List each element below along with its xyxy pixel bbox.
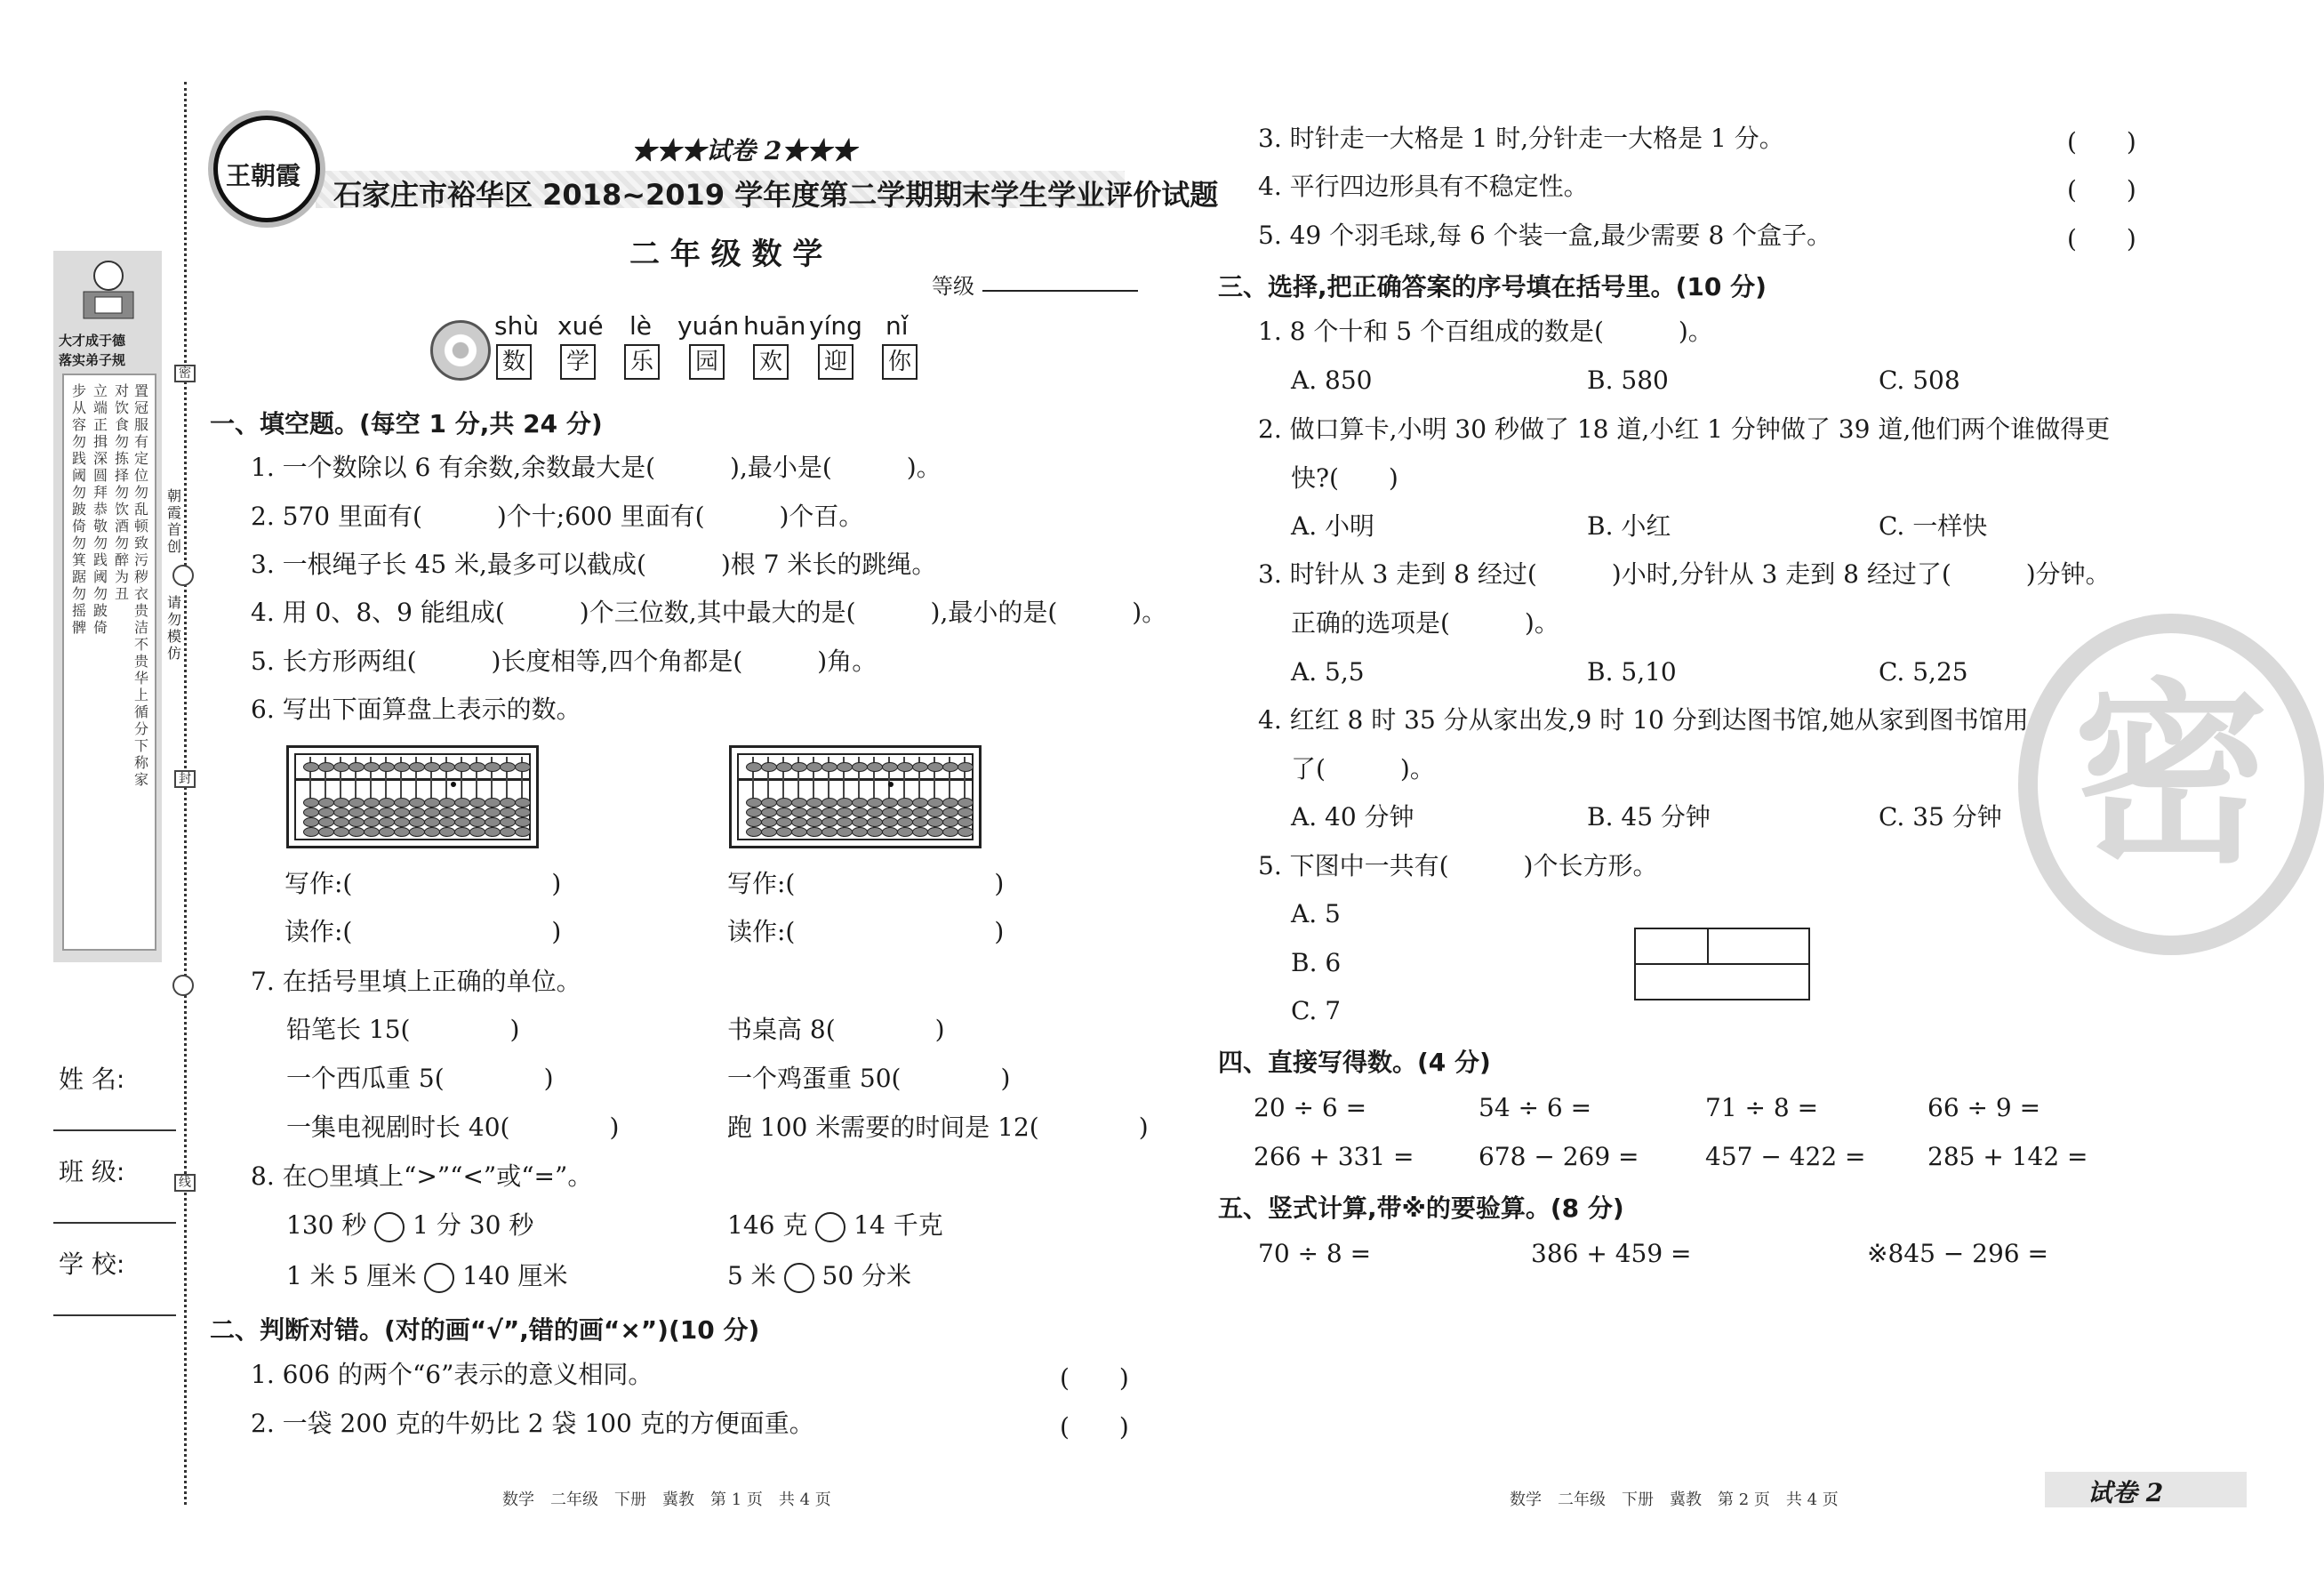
judge-2: 2. 一袋 200 克的牛奶比 2 袋 100 克的方便面重。 bbox=[251, 1409, 814, 1438]
choice-2-a[interactable]: A. 小明 bbox=[1291, 511, 1375, 541]
question-1-3: 3. 一根绳子长 45 米,最多可以截成( )根 7 米长的跳绳。 bbox=[251, 550, 937, 579]
abacus-bead bbox=[303, 817, 319, 827]
abacus-bead bbox=[791, 798, 807, 808]
abacus-bead bbox=[761, 762, 777, 772]
abacus-bead bbox=[837, 817, 853, 827]
abacus-bead bbox=[746, 808, 762, 817]
abacus-bead bbox=[409, 808, 425, 817]
abacus-bead bbox=[485, 827, 501, 837]
unit-item-6: 跑 100 米需要的时间是 12( ) bbox=[727, 1113, 1149, 1142]
abacus-bead bbox=[942, 827, 958, 837]
compare-4 bbox=[727, 1260, 911, 1293]
motto-title-2: 落实弟子规 bbox=[59, 352, 126, 368]
hanzi-5: 欢 bbox=[753, 344, 789, 380]
name-label: 姓 名: bbox=[59, 1065, 125, 1094]
pinyin-6: yíng bbox=[809, 311, 862, 341]
abacus-bead bbox=[927, 808, 943, 817]
abacus-bead bbox=[927, 798, 943, 808]
abacus-bead bbox=[942, 798, 958, 808]
choice-3: 3. 时针从 3 走到 8 经过( )小时,分针从 3 走到 8 经过了( )分钟。 bbox=[1258, 559, 2111, 589]
abacus-bead bbox=[515, 798, 531, 808]
hanzi-2: 学 bbox=[560, 344, 596, 380]
abacus-bead bbox=[364, 798, 380, 808]
abacus-bead bbox=[958, 817, 974, 827]
abacus-bead bbox=[867, 808, 883, 817]
abacus-bead bbox=[852, 808, 868, 817]
abacus-bead bbox=[821, 817, 837, 827]
abacus-bead bbox=[485, 762, 501, 772]
abacus-bead bbox=[942, 762, 958, 772]
abacus-bead bbox=[394, 762, 410, 772]
choice-3-a[interactable]: A. 5,5 bbox=[1291, 657, 1365, 687]
vertical-calc-2: 386 + 459 = bbox=[1531, 1239, 1692, 1268]
abacus-bead bbox=[500, 762, 516, 772]
judge-4: 4. 平行四边形具有不稳定性。 bbox=[1258, 172, 1589, 201]
section-5-title: 五、竖式计算,带※的要验算。(8 分) bbox=[1218, 1193, 1624, 1223]
paper-number: ★★★试卷 2★★★ bbox=[631, 136, 857, 165]
abacus-bead bbox=[746, 762, 762, 772]
calc-3: 71 ÷ 8 = bbox=[1705, 1093, 1819, 1122]
choice-4-line2: 了( )。 bbox=[1291, 754, 1435, 783]
calc-1: 20 ÷ 6 = bbox=[1254, 1093, 1367, 1122]
abacus-bead bbox=[806, 798, 822, 808]
hanzi-4: 园 bbox=[689, 344, 725, 380]
abacus-bead bbox=[912, 762, 928, 772]
abacus-bead bbox=[837, 798, 853, 808]
choice-5: 5. 下图中一共有( )个长方形。 bbox=[1258, 851, 1658, 880]
abacus-bead bbox=[776, 808, 792, 817]
abacus-bead bbox=[806, 808, 822, 817]
abacus-bead bbox=[469, 808, 485, 817]
abacus-bead bbox=[424, 798, 440, 808]
abacus-bead bbox=[379, 808, 395, 817]
abacus-bead bbox=[394, 817, 410, 827]
abacus-bead bbox=[349, 817, 365, 827]
abacus-bead bbox=[303, 808, 319, 817]
compare-2 bbox=[727, 1209, 943, 1242]
abacus-bead bbox=[746, 827, 762, 837]
footer-left: 数学 二年级 下册 冀教 第 1 页 共 4 页 bbox=[502, 1491, 831, 1509]
choice-3-b[interactable]: B. 5,10 bbox=[1587, 657, 1677, 687]
class-field[interactable] bbox=[53, 1222, 176, 1224]
abacus-bead bbox=[958, 827, 974, 837]
question-1-5: 5. 长方形两组( )长度相等,四个角都是( )角。 bbox=[251, 647, 878, 676]
abacus-bead bbox=[897, 798, 913, 808]
choice-2-b[interactable]: B. 小红 bbox=[1587, 511, 1671, 541]
abacus-bead bbox=[515, 827, 531, 837]
abacus-bead bbox=[867, 762, 883, 772]
copyright-note-2: 请勿模仿 bbox=[167, 594, 182, 662]
pinyin-2: xué bbox=[557, 311, 604, 341]
abacus-bead bbox=[852, 798, 868, 808]
abacus-bead bbox=[821, 827, 837, 837]
choice-5-a[interactable]: A. 5 bbox=[1291, 899, 1341, 928]
question-1-2: 2. 570 里面有( )个十;600 里面有( )个百。 bbox=[251, 502, 864, 531]
abacus-bead bbox=[776, 817, 792, 827]
abacus-bead bbox=[912, 808, 928, 817]
abacus-bead bbox=[379, 798, 395, 808]
abacus-unit-dot bbox=[888, 782, 894, 787]
compare-circle[interactable] bbox=[815, 1212, 845, 1242]
abacus-bead bbox=[806, 817, 822, 827]
logo-text: 王朝霞 bbox=[225, 161, 301, 190]
judge-3-answer[interactable]: ( ) bbox=[2067, 127, 2136, 157]
abacus-bead bbox=[454, 808, 470, 817]
abacus-bead bbox=[791, 762, 807, 772]
abacus-bead bbox=[500, 827, 516, 837]
abacus-bead bbox=[500, 808, 516, 817]
choice-1-c[interactable]: C. 508 bbox=[1879, 366, 1960, 395]
abacus-1-write: 写作:( ) bbox=[284, 869, 562, 898]
choice-1: 1. 8 个十和 5 个百组成的数是( )。 bbox=[1258, 317, 1713, 346]
abacus-bead bbox=[776, 798, 792, 808]
abacus-bead bbox=[394, 827, 410, 837]
abacus-bead bbox=[379, 817, 395, 827]
abacus-bead bbox=[897, 817, 913, 827]
abacus-bead bbox=[409, 817, 425, 827]
abacus-bead bbox=[303, 827, 319, 837]
compare-circle[interactable] bbox=[374, 1212, 405, 1242]
corner-paper-number: 试卷 2 bbox=[2088, 1478, 2164, 1507]
compare-circle[interactable] bbox=[424, 1263, 454, 1293]
calc-6: 678 − 269 = bbox=[1479, 1142, 1639, 1171]
motto-title-1: 大才成于德 bbox=[59, 333, 126, 349]
choice-2-c[interactable]: C. 一样快 bbox=[1879, 511, 1988, 541]
abacus-bead bbox=[349, 762, 365, 772]
question-1-7: 7. 在括号里填上正确的单位。 bbox=[251, 967, 581, 996]
judge-5-answer[interactable]: ( ) bbox=[2067, 224, 2136, 253]
abacus-bead bbox=[821, 798, 837, 808]
abacus-bead bbox=[761, 827, 777, 837]
abacus-2-write: 写作:( ) bbox=[727, 869, 1005, 898]
calc-2: 54 ÷ 6 = bbox=[1479, 1093, 1592, 1122]
rectangle-figure bbox=[1634, 928, 1810, 1000]
abacus-bead bbox=[791, 808, 807, 817]
abacus-bead bbox=[912, 817, 928, 827]
abacus-bead bbox=[927, 817, 943, 827]
unit-item-5: 一集电视剧时长 40( ) bbox=[286, 1113, 620, 1142]
abacus-bead bbox=[485, 817, 501, 827]
abacus-bead bbox=[333, 827, 349, 837]
cut-tag-seal-2: 封 bbox=[174, 770, 196, 788]
compare-3-left: 1 米 5 厘米 bbox=[286, 1261, 417, 1290]
question-1-4: 4. 用 0、8、9 能组成( )个三位数,其中最大的是( ),最小的是( )。 bbox=[251, 598, 1167, 627]
abacus-bead bbox=[318, 827, 334, 837]
abacus-bead bbox=[515, 762, 531, 772]
abacus-bead bbox=[500, 798, 516, 808]
abacus-bead bbox=[852, 827, 868, 837]
abacus-bead bbox=[821, 808, 837, 817]
pinyin-5: huān bbox=[743, 311, 806, 341]
abacus-bead bbox=[912, 798, 928, 808]
abacus-2-read: 读作:( ) bbox=[727, 917, 1005, 946]
motto-col-1: 步从容勿践阈勿跛倚勿箕踞勿摇髀 bbox=[71, 382, 86, 636]
choice-1-b[interactable]: B. 580 bbox=[1587, 366, 1669, 395]
compare-circle[interactable] bbox=[784, 1263, 814, 1293]
abacus-bead bbox=[942, 808, 958, 817]
abacus-bead bbox=[333, 798, 349, 808]
abacus-bead bbox=[349, 798, 365, 808]
abacus-bead bbox=[364, 817, 380, 827]
unit-item-1: 铅笔长 15( ) bbox=[286, 1015, 520, 1044]
pinyin-3: lè bbox=[629, 311, 653, 341]
abacus-bead bbox=[394, 808, 410, 817]
judge-2-answer[interactable]: ( ) bbox=[1060, 1412, 1129, 1442]
abacus-bead bbox=[515, 817, 531, 827]
section-1-title: 一、填空题。(每空 1 分,共 24 分) bbox=[210, 409, 603, 438]
abacus-bead bbox=[837, 762, 853, 772]
abacus-bead bbox=[364, 827, 380, 837]
abacus-bead bbox=[837, 827, 853, 837]
abacus-bead bbox=[349, 808, 365, 817]
abacus-bead bbox=[852, 762, 868, 772]
section-3-title: 三、选择,把正确答案的序号填在括号里。(10 分) bbox=[1218, 272, 1767, 301]
abacus-bead bbox=[439, 808, 455, 817]
abacus-bead bbox=[927, 762, 943, 772]
abacus-bead bbox=[942, 817, 958, 827]
copyright-note-1: 朝霞首创 bbox=[167, 487, 182, 555]
compare-3-right: 140 厘米 bbox=[462, 1261, 568, 1290]
abacus-bead bbox=[791, 827, 807, 837]
subject-title: 二 年 级 数 学 bbox=[629, 237, 823, 272]
abacus-bead bbox=[439, 798, 455, 808]
hanzi-3: 乐 bbox=[624, 344, 660, 380]
choice-1-a[interactable]: A. 850 bbox=[1291, 366, 1373, 395]
cut-circle bbox=[172, 565, 194, 586]
grade-field[interactable] bbox=[982, 290, 1138, 292]
abacus-bead bbox=[333, 762, 349, 772]
school-field[interactable] bbox=[53, 1314, 176, 1316]
abacus-bead bbox=[897, 762, 913, 772]
choice-3-line2: 正确的选项是( )。 bbox=[1291, 608, 1559, 638]
abacus-bead bbox=[746, 817, 762, 827]
abacus-bead bbox=[318, 817, 334, 827]
abacus-bead bbox=[469, 817, 485, 827]
vertical-calc-3: ※845 − 296 = bbox=[1867, 1239, 2048, 1268]
abacus-bead bbox=[439, 827, 455, 837]
compare-4-left: 5 米 bbox=[727, 1261, 776, 1290]
abacus-bead bbox=[394, 798, 410, 808]
abacus-bead bbox=[318, 808, 334, 817]
choice-3-c[interactable]: C. 5,25 bbox=[1879, 657, 1968, 687]
calc-8: 285 + 142 = bbox=[1927, 1142, 2088, 1171]
abacus-bead bbox=[424, 808, 440, 817]
judge-1-answer[interactable]: ( ) bbox=[1060, 1363, 1129, 1393]
abacus-1 bbox=[286, 745, 539, 848]
abacus-bead bbox=[333, 817, 349, 827]
cartoon-image bbox=[64, 256, 153, 327]
school-label: 学 校: bbox=[59, 1249, 125, 1279]
cut-line bbox=[184, 82, 187, 1505]
compare-1-right: 1 分 30 秒 bbox=[413, 1210, 534, 1240]
abacus-bead bbox=[379, 827, 395, 837]
grade-label: 等级 bbox=[932, 274, 974, 299]
abacus-bead bbox=[333, 808, 349, 817]
question-1-1: 1. 一个数除以 6 有余数,余数最大是( ),最小是( )。 bbox=[251, 453, 942, 482]
abacus-bead bbox=[761, 808, 777, 817]
abacus-bead bbox=[318, 798, 334, 808]
section-4-title: 四、直接写得数。(4 分) bbox=[1218, 1048, 1491, 1077]
pinyin-4: yuán bbox=[677, 311, 740, 341]
choice-4-c[interactable]: C. 35 分钟 bbox=[1879, 802, 2002, 832]
abacus-bead bbox=[761, 817, 777, 827]
cut-tag-line: 线 bbox=[174, 1174, 196, 1192]
abacus-bead bbox=[303, 798, 319, 808]
abacus-bead bbox=[912, 827, 928, 837]
abacus-bead bbox=[318, 762, 334, 772]
abacus-bead bbox=[761, 798, 777, 808]
abacus-bead bbox=[837, 808, 853, 817]
abacus-bead bbox=[469, 762, 485, 772]
calc-4: 66 ÷ 9 = bbox=[1927, 1093, 2041, 1122]
name-field[interactable] bbox=[53, 1129, 176, 1131]
vertical-calc-1: 70 ÷ 8 = bbox=[1258, 1239, 1372, 1268]
abacus-bead bbox=[424, 762, 440, 772]
pinyin-1: shù bbox=[494, 311, 540, 341]
abacus-bead bbox=[500, 817, 516, 827]
abacus-bead bbox=[485, 798, 501, 808]
abacus-bead bbox=[454, 817, 470, 827]
motto-box bbox=[62, 374, 156, 951]
calc-7: 457 − 422 = bbox=[1705, 1142, 1866, 1171]
abacus-bead bbox=[958, 808, 974, 817]
abacus-bead bbox=[469, 798, 485, 808]
abacus-bead bbox=[364, 762, 380, 772]
abacus-bead bbox=[746, 798, 762, 808]
judge-3: 3. 时针走一大格是 1 时,分针走一大格是 1 分。 bbox=[1258, 124, 1784, 153]
abacus-bead bbox=[958, 762, 974, 772]
abacus-bead bbox=[821, 762, 837, 772]
abacus-bead bbox=[409, 798, 425, 808]
choice-2: 2. 做口算卡,小明 30 秒做了 18 道,小红 1 分钟做了 39 道,他们两个谁做得更 bbox=[1258, 414, 2111, 444]
exam-title: 石家庄市裕华区 2018~2019 学年度第二学期期末学生学业评价试题 bbox=[333, 178, 1219, 212]
choice-4-b[interactable]: B. 45 分钟 bbox=[1587, 802, 1711, 832]
abacus-bead bbox=[791, 817, 807, 827]
abacus-bead bbox=[364, 808, 380, 817]
motto-col-3: 对饮食勿拣择勿饮酒勿醉为丑 bbox=[114, 382, 129, 602]
section-2-title: 二、判断对错。(对的画“√”,错的画“×”)(10 分) bbox=[210, 1315, 760, 1345]
compare-1 bbox=[286, 1209, 533, 1242]
compare-3 bbox=[286, 1260, 568, 1293]
abacus-bead bbox=[958, 798, 974, 808]
abacus-bead bbox=[806, 827, 822, 837]
class-label: 班 级: bbox=[59, 1157, 125, 1186]
abacus-bead bbox=[776, 827, 792, 837]
abacus-bead bbox=[897, 808, 913, 817]
abacus-bead bbox=[806, 762, 822, 772]
abacus-bead bbox=[439, 817, 455, 827]
abacus-bead bbox=[424, 827, 440, 837]
abacus-bead bbox=[409, 762, 425, 772]
abacus-bead bbox=[379, 762, 395, 772]
judge-1: 1. 606 的两个“6”表示的意义相同。 bbox=[251, 1360, 653, 1389]
unit-item-2: 书桌高 8( ) bbox=[727, 1015, 945, 1044]
calc-5: 266 + 331 = bbox=[1254, 1142, 1414, 1171]
abacus-bead bbox=[303, 762, 319, 772]
abacus-bead bbox=[882, 808, 898, 817]
choice-4: 4. 红红 8 时 35 分从家出发,9 时 10 分到达图书馆,她从家到图书馆用 bbox=[1258, 705, 2029, 735]
unit-item-4: 一个鸡蛋重 50( ) bbox=[727, 1064, 1011, 1093]
hanzi-7: 你 bbox=[882, 344, 918, 380]
choice-2-line2: 快?( ) bbox=[1291, 463, 1398, 493]
abacus-bead bbox=[424, 817, 440, 827]
abacus-bead bbox=[882, 817, 898, 827]
abacus-bead bbox=[776, 762, 792, 772]
abacus-2 bbox=[729, 745, 982, 848]
choice-4-a[interactable]: A. 40 分钟 bbox=[1291, 802, 1414, 832]
question-1-8: 8. 在○里填上“>”“<”或“=”。 bbox=[251, 1161, 593, 1191]
hanzi-6: 迎 bbox=[818, 344, 853, 380]
abacus-bead bbox=[867, 798, 883, 808]
abacus-bead bbox=[897, 827, 913, 837]
abacus-bead bbox=[852, 817, 868, 827]
choice-5-c[interactable]: C. 7 bbox=[1291, 996, 1342, 1025]
abacus-bead bbox=[882, 827, 898, 837]
hanzi-1: 数 bbox=[496, 344, 532, 380]
abacus-bead bbox=[454, 798, 470, 808]
abacus-bead bbox=[515, 808, 531, 817]
abacus-bead bbox=[454, 762, 470, 772]
flower-icon bbox=[430, 320, 491, 381]
compare-4-right: 50 分米 bbox=[821, 1261, 912, 1290]
abacus-bead bbox=[867, 817, 883, 827]
abacus-bead bbox=[439, 762, 455, 772]
footer-right: 数学 二年级 下册 冀教 第 2 页 共 4 页 bbox=[1510, 1491, 1839, 1509]
compare-1-left: 130 秒 bbox=[286, 1210, 367, 1240]
abacus-bead bbox=[485, 808, 501, 817]
motto-col-2: 立端正揖深圆拜恭敬勿践阈勿跛倚 bbox=[92, 382, 108, 636]
abacus-bead bbox=[469, 827, 485, 837]
abacus-1-read: 读作:( ) bbox=[284, 917, 562, 946]
abacus-bead bbox=[882, 762, 898, 772]
cut-circle bbox=[172, 975, 194, 996]
judge-5: 5. 49 个羽毛球,每 6 个装一盒,最少需要 8 个盒子。 bbox=[1258, 221, 1832, 250]
abacus-unit-dot bbox=[451, 782, 456, 787]
motto-col-4: 置冠服有定位勿乱顿致污秽衣贵洁不贵华上循分下称家 bbox=[133, 382, 148, 788]
abacus-bead bbox=[409, 827, 425, 837]
unit-item-3: 一个西瓜重 5( ) bbox=[286, 1064, 554, 1093]
cut-tag-seal: 密 bbox=[174, 365, 196, 382]
pinyin-7: nǐ bbox=[886, 311, 909, 341]
abacus-bead bbox=[927, 827, 943, 837]
compare-2-left: 146 克 bbox=[727, 1210, 808, 1240]
choice-5-b[interactable]: B. 6 bbox=[1291, 948, 1342, 977]
question-1-6: 6. 写出下面算盘上表示的数。 bbox=[251, 695, 581, 724]
abacus-bead bbox=[882, 798, 898, 808]
abacus-bead bbox=[349, 827, 365, 837]
compare-2-right: 14 千克 bbox=[853, 1210, 943, 1240]
secret-watermark: 密 bbox=[2018, 614, 2324, 955]
judge-4-answer[interactable]: ( ) bbox=[2067, 175, 2136, 205]
abacus-bead bbox=[867, 827, 883, 837]
abacus-bead bbox=[454, 827, 470, 837]
